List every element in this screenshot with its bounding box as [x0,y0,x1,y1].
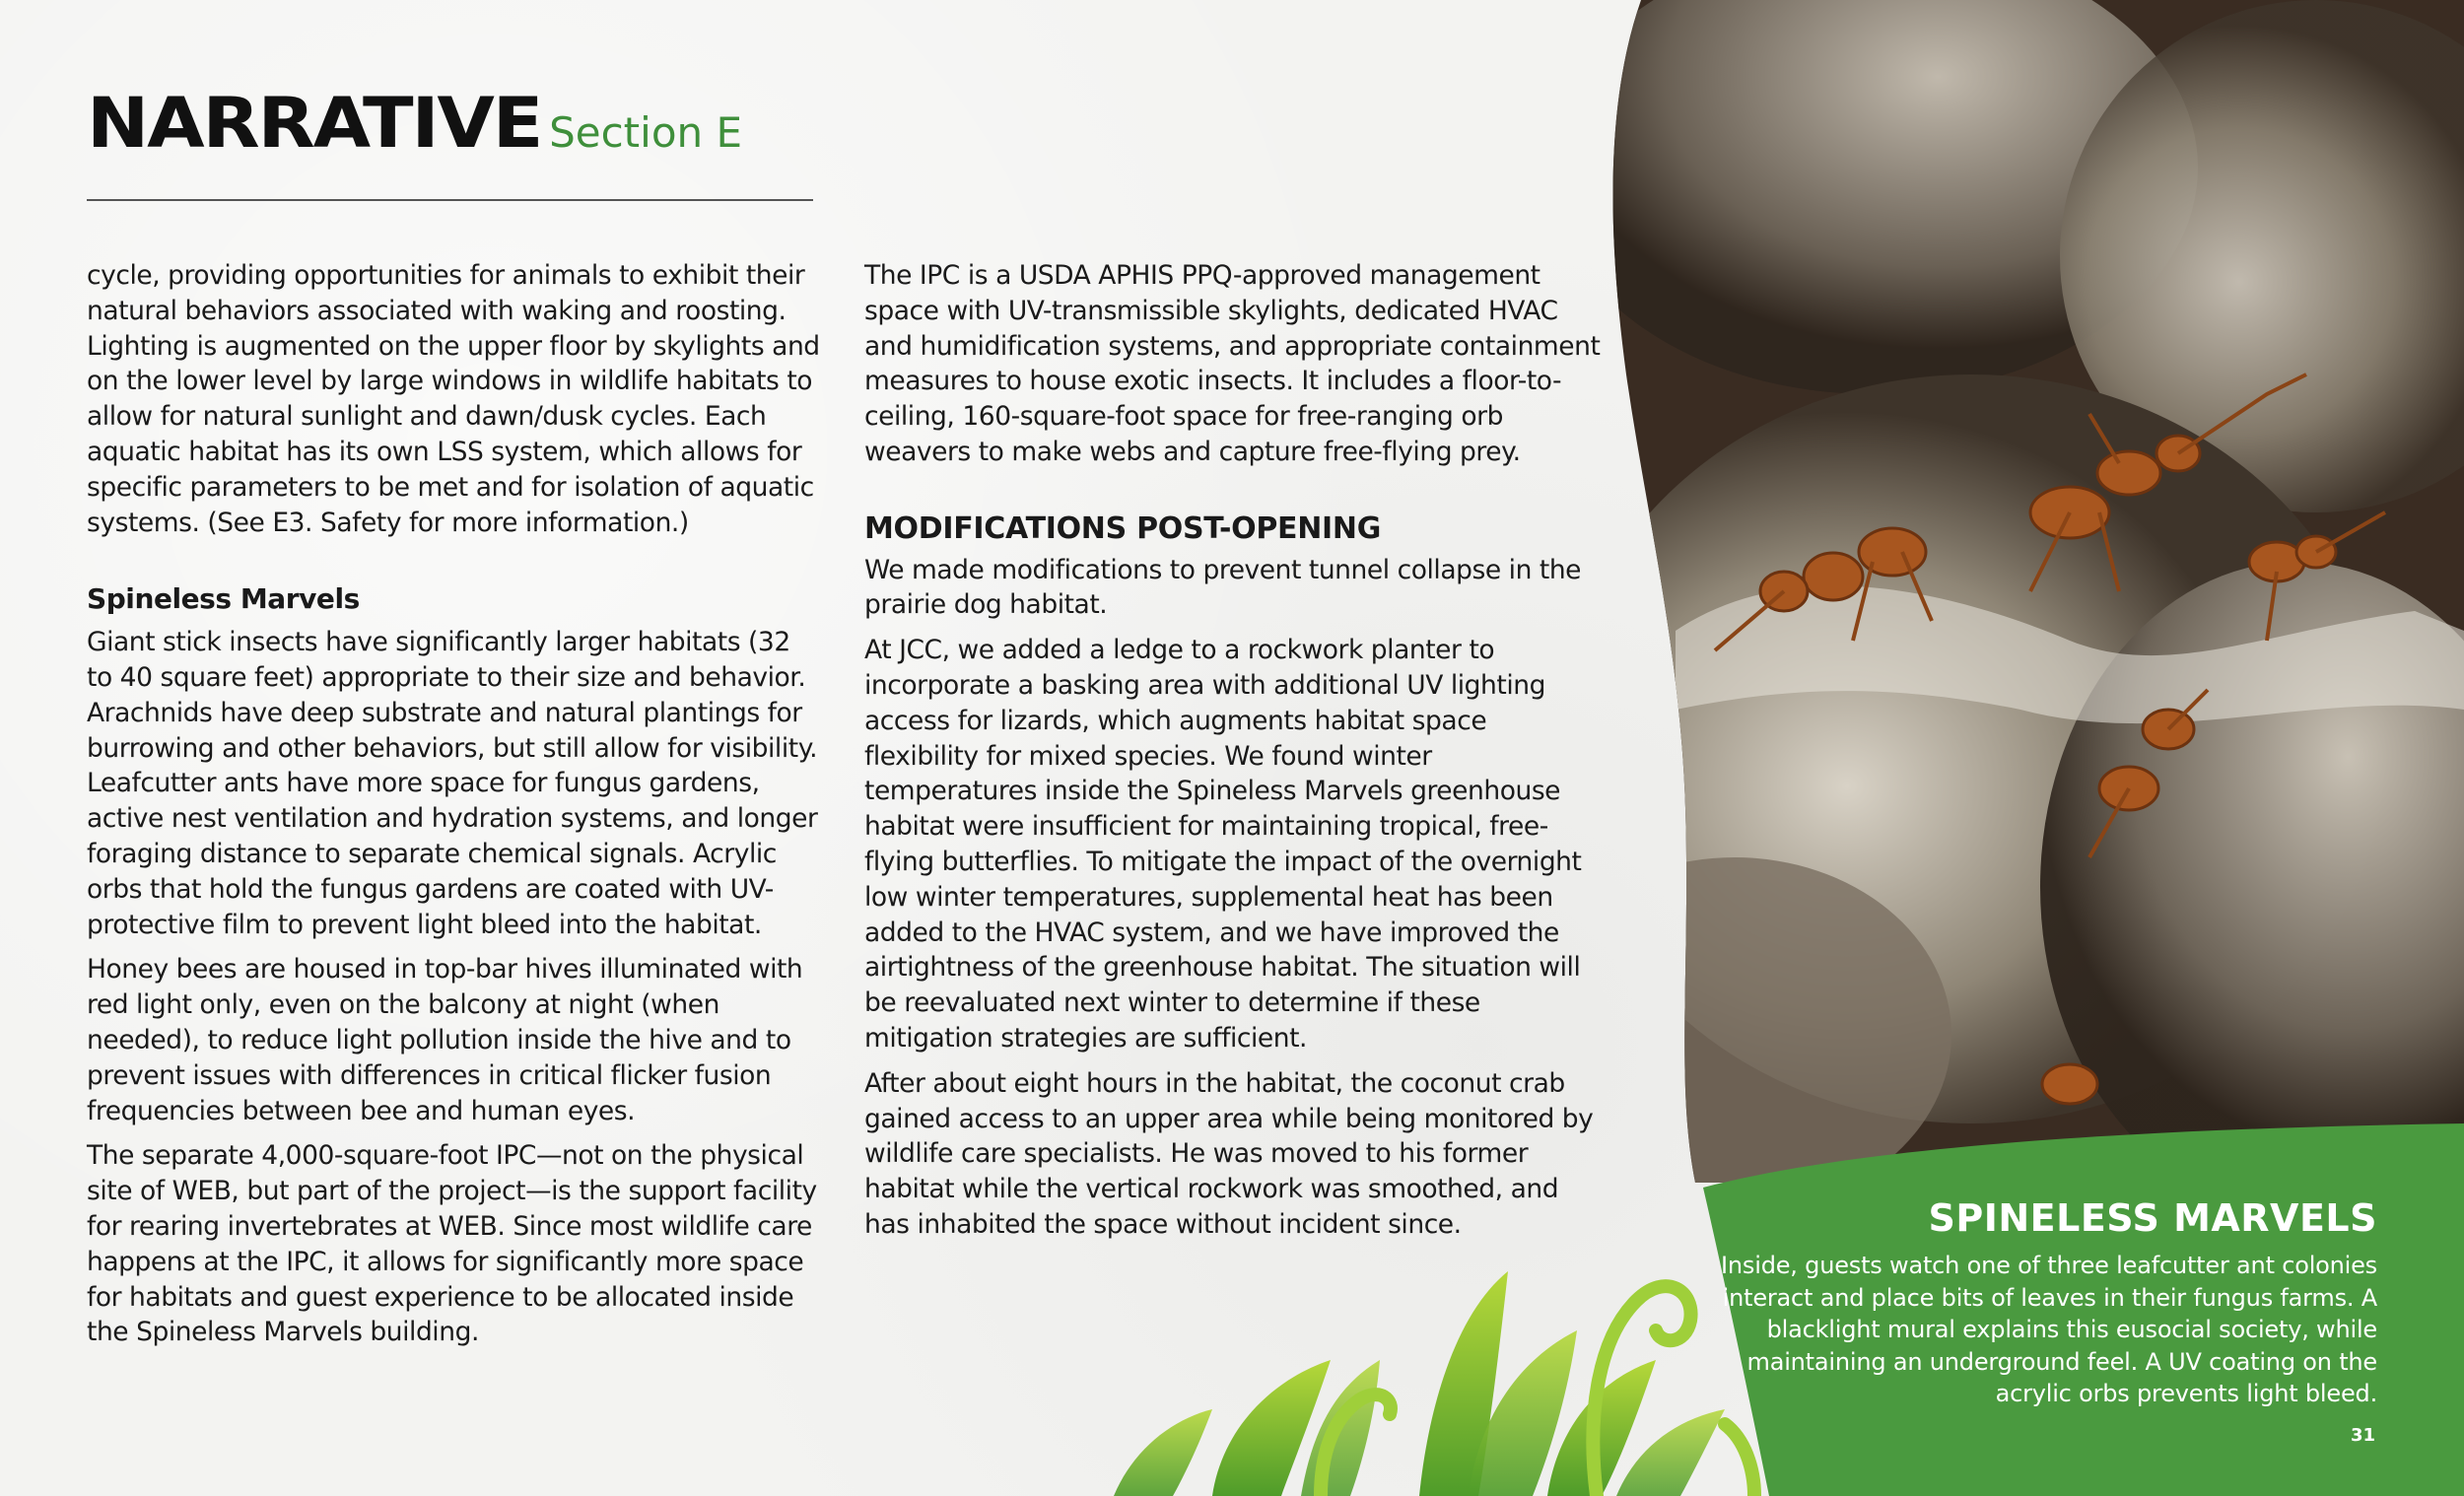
section-label: Section E [549,108,743,157]
caption-title: SPINELESS MARVELS [1928,1196,2377,1240]
leafcutter-ants-photo [1518,0,2464,1212]
paragraph-ipc-facility: The separate 4,000-square-foot IPC—not on the physical site of WEB, but part of the project—is the support facility for rearing invertebrates at WEB. Since most wildlife care happens at the IPC, it allows for significantly more space for habitats and guest experience to be allocated inside the Spineless Marvels building. [87,1140,817,1348]
paragraph-habitats: Giant stick insects have significantly larger habitats (32 to 40 square feet) appropriate to their size and behavior. Arachnids have deep substrate and natural plantings for burrowing and other behaviors, but still allow for visibility. Leafcutter ants have more space for fungus gardens, active nest ventilation and hydration systems, and longer foraging distance to separate chemical signals. Acrylic orbs that hold the fungus gardens are coated with UV-protective film to prevent light bleed into the habitat. [87,627,818,940]
paragraph-honey-bees: Honey bees are housed in top-bar hives illuminated with red light only, even on the balcony at night (when needed), to reduce light pollution inside the hive and to prevent issues with differences in critical flicker fusion frequencies between bee and human eyes. [87,954,803,1126]
paragraph-prairie-dog: We made modifications to prevent tunnel collapse in the prairie dog habitat. [864,554,1582,621]
page-number: 31 [2350,1425,2375,1446]
photo-caption [1687,1196,2377,1410]
page-title: NARRATIVE [87,83,542,164]
caption-body: Inside, guests watch one of three leafcutter ant colonies interact and place bits of leaves in their fungus farms. A blacklight mural explains this eusocial society, while maintaining an underground feel. A UV coating on the acrylic orbs prevents light bleed. [1721,1252,2377,1407]
paragraph-jcc: At JCC, we added a ledge to a rockwork planter to incorporate a basking area with additional UV lighting access for lizards, which augments habitat space flexibility for mixed species. We found winter temperatures inside the Spineless Marvels greenhouse habitat were insufficient for maintaining tropical, free-flying butterflies. To mitigate the impact of the overnight low winter temperatures, supplemental heat has been added to the HVAC system, and we have improved the airtightness of the greenhouse habitat. The situation will be reevaluated next winter to determine if these mitigation strategies are sufficient. [864,635,1582,1054]
paragraph-coconut-crab: After about eight hours in the habitat, the coconut crab gained access to an upper area while being monitored by wildlife care specialists. He was moved to his former habitat while the vertical rockwork was smoothed, and has inhabited the space without incident since. [864,1067,1594,1240]
subhead-spineless-marvels: Spineless Marvels [87,582,360,616]
intro-paragraph: cycle, providing opportunities for animals to exhibit their natural behaviors associated with waking and roosting. Lighting is augmented on the upper floor by skylights and on the lower level by large windows in wildlife habitats to allow for natural sunlight and dawn/dusk cycles. Each aquatic habitat has its own LSS system, which allows for specific parameters to be met and for isolation of aquatic systems. (See E3. Safety for more information.) [87,260,820,538]
paragraph-ipc-management: The IPC is a USDA APHIS PPQ-approved management space with UV-transmissible skylights, dedicated HVAC and humidification systems, and appropriate containment measures to house exotic insects. It includes a floor-to-ceiling, 160-square-foot space for free-ranging orb weavers to make webs and capture free-flying prey. [864,260,1601,467]
heading-modifications: MODIFICATIONS POST-OPENING [864,510,1382,546]
